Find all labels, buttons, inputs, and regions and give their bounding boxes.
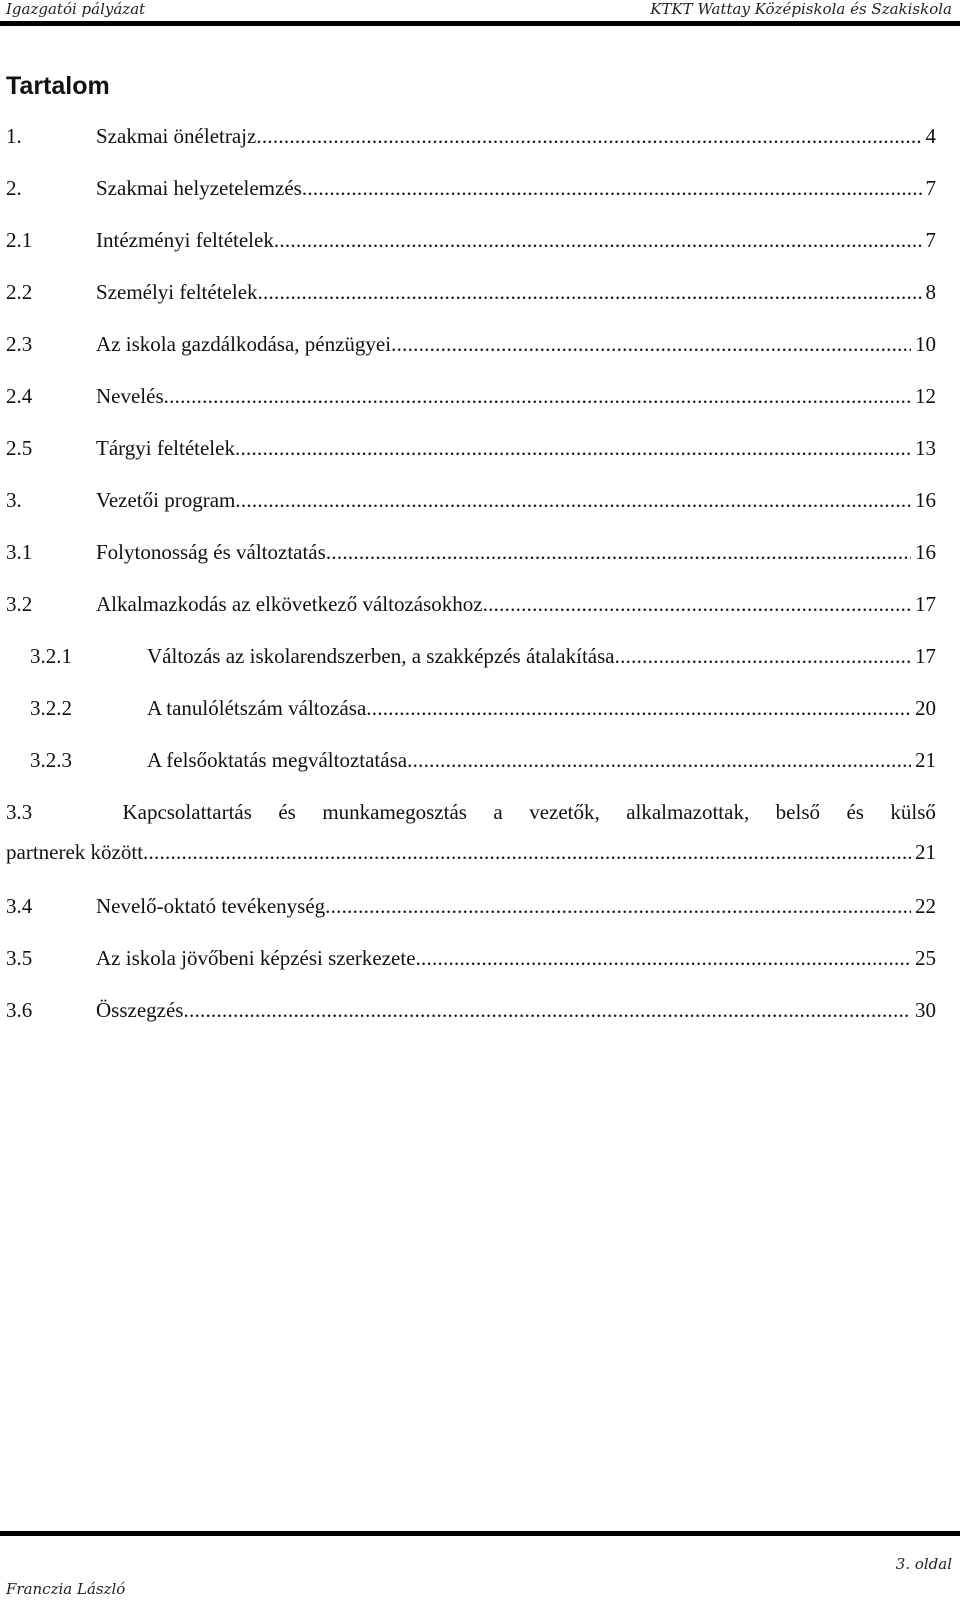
toc-entry[interactable] [6,480,936,532]
toc-entry-title-word: és [846,800,864,824]
table-of-contents [6,116,936,1042]
toc-entry-title-line1[interactable] [6,792,936,832]
dot-leader [274,220,922,260]
toc-entry-page: 21 [915,748,936,772]
dot-leader [183,990,911,1030]
toc-entry-title-word: Kapcsolattartás [122,800,252,824]
dot-leader [366,688,911,728]
dot-leader [258,272,922,312]
footer-author: Franczia László [6,1580,126,1598]
toc-entry[interactable] [6,584,936,636]
footer-page-number: 3. oldal [895,1555,952,1573]
dot-leader [302,168,922,208]
dot-leader [326,532,911,572]
toc-entry-number: 2. [6,176,22,200]
toc-entry-page: 13 [915,436,936,460]
toc-entry[interactable] [6,792,936,886]
dot-leader [407,740,911,780]
dot-leader [483,584,911,624]
toc-entry-title[interactable]: Szakmai önéletrajz [96,124,257,148]
dot-leader [256,116,921,156]
toc-entry[interactable] [6,272,936,324]
toc-entry-title[interactable]: Összegzés [96,998,184,1022]
toc-entry-number: 2.1 [6,228,33,252]
toc-entry[interactable] [6,116,936,168]
toc-entry-title[interactable]: Személyi feltételek [96,280,258,304]
toc-entry-title-word: belső [775,800,820,824]
page-header [0,0,960,24]
toc-entry-number: 3.2.2 [30,696,72,720]
toc-entry-page: 21 [915,840,936,864]
toc-entry-title-word: a [493,800,503,824]
dot-leader [615,636,911,676]
dot-leader [416,938,911,978]
toc-entry-number: 3.3 [6,800,33,824]
header-rule [0,21,960,26]
toc-entry-page: 22 [915,894,936,918]
dot-leader [325,886,911,926]
toc-entry-title-word: vezetők, [529,800,600,824]
toc-entry-number: 3.2 [6,592,33,616]
toc-entry-number: 3.6 [6,998,33,1022]
toc-entry-title[interactable]: Intézményi feltételek [96,228,274,252]
toc-entry-title[interactable]: Nevelő-oktató tevékenység [96,894,326,918]
toc-entry-number: 3.1 [6,540,33,564]
toc-entry-number: 2.2 [6,280,33,304]
toc-entry-page: 4 [925,124,936,148]
toc-entry[interactable] [6,938,936,990]
toc-entry[interactable] [6,324,936,376]
toc-entry-title[interactable]: Az iskola jövőbeni képzési szerkezete [96,946,416,970]
toc-entry-page: 17 [915,644,936,668]
toc-entry[interactable] [6,168,936,220]
toc-entry[interactable] [6,636,936,688]
dot-leader [391,324,911,364]
toc-entry[interactable] [6,376,936,428]
toc-entry-title[interactable]: Alkalmazkodás az elkövetkező változásokhoz [96,592,483,616]
dot-leader [235,428,911,468]
toc-entry-title-word: alkalmazottak, [626,800,750,824]
toc-entry-page: 30 [915,998,936,1022]
toc-entry-number: 2.4 [6,384,33,408]
toc-entry-title[interactable]: Folytonosság és változtatás [96,540,326,564]
toc-entry[interactable] [6,886,936,938]
toc-entry-page: 20 [915,696,936,720]
toc-entry[interactable] [6,532,936,584]
toc-entry-title-line2[interactable] [6,832,936,872]
toc-entry-title[interactable]: Szakmai helyzetelemzés [96,176,302,200]
toc-entry-title[interactable]: A felsőoktatás megváltoztatása [147,748,408,772]
toc-entry[interactable] [6,220,936,272]
toc-entry[interactable] [6,688,936,740]
toc-entry-title[interactable]: Nevelés [96,384,164,408]
toc-entry-title[interactable]: Vezetői program [96,488,236,512]
toc-entry-page: 17 [915,592,936,616]
toc-entry-page: 25 [915,946,936,970]
toc-entry[interactable] [6,990,936,1042]
toc-entry-page: 7 [925,176,936,200]
toc-entry-number: 3.2.3 [30,748,72,772]
toc-entry-number: 1. [6,124,22,148]
toc-entry-page: 7 [925,228,936,252]
toc-entry-number: 3.4 [6,894,33,918]
toc-entry-title[interactable]: Változás az iskolarendszerben, a szakképzés átalakítása [147,644,615,668]
toc-entry[interactable] [6,428,936,480]
toc-entry-page: 10 [915,332,936,356]
toc-entry-page: 12 [915,384,936,408]
toc-entry-number: 3.5 [6,946,33,970]
dot-leader [143,832,911,872]
toc-entry-number: 3. [6,488,22,512]
toc-entry-number: 2.3 [6,332,33,356]
toc-title: Tartalom [6,72,110,100]
toc-entry-number: 3.2.1 [30,644,72,668]
toc-entry-title-word: külső [890,800,936,824]
header-document-title: Igazgatói pályázat [6,0,146,18]
toc-entry-title[interactable]: A tanulólétszám változása [147,696,367,720]
toc-entry-page: 16 [915,540,936,564]
dot-leader [164,376,911,416]
toc-entry-title[interactable]: Az iskola gazdálkodása, pénzügyei [96,332,392,356]
footer-rule [0,1531,960,1536]
toc-entry-page: 8 [925,280,936,304]
toc-entry-title-word: munkamegosztás [322,800,467,824]
toc-entry-title[interactable]: Tárgyi feltételek [96,436,235,460]
toc-entry[interactable] [6,740,936,792]
toc-entry-title-word: és [278,800,296,824]
toc-entry-page: 16 [915,488,936,512]
toc-entry-number: 2.5 [6,436,33,460]
header-school-name: KTKT Wattay Középiskola és Szakiskola [650,0,952,18]
dot-leader [235,480,911,520]
toc-entry-title[interactable]: partnerek között [6,840,144,864]
